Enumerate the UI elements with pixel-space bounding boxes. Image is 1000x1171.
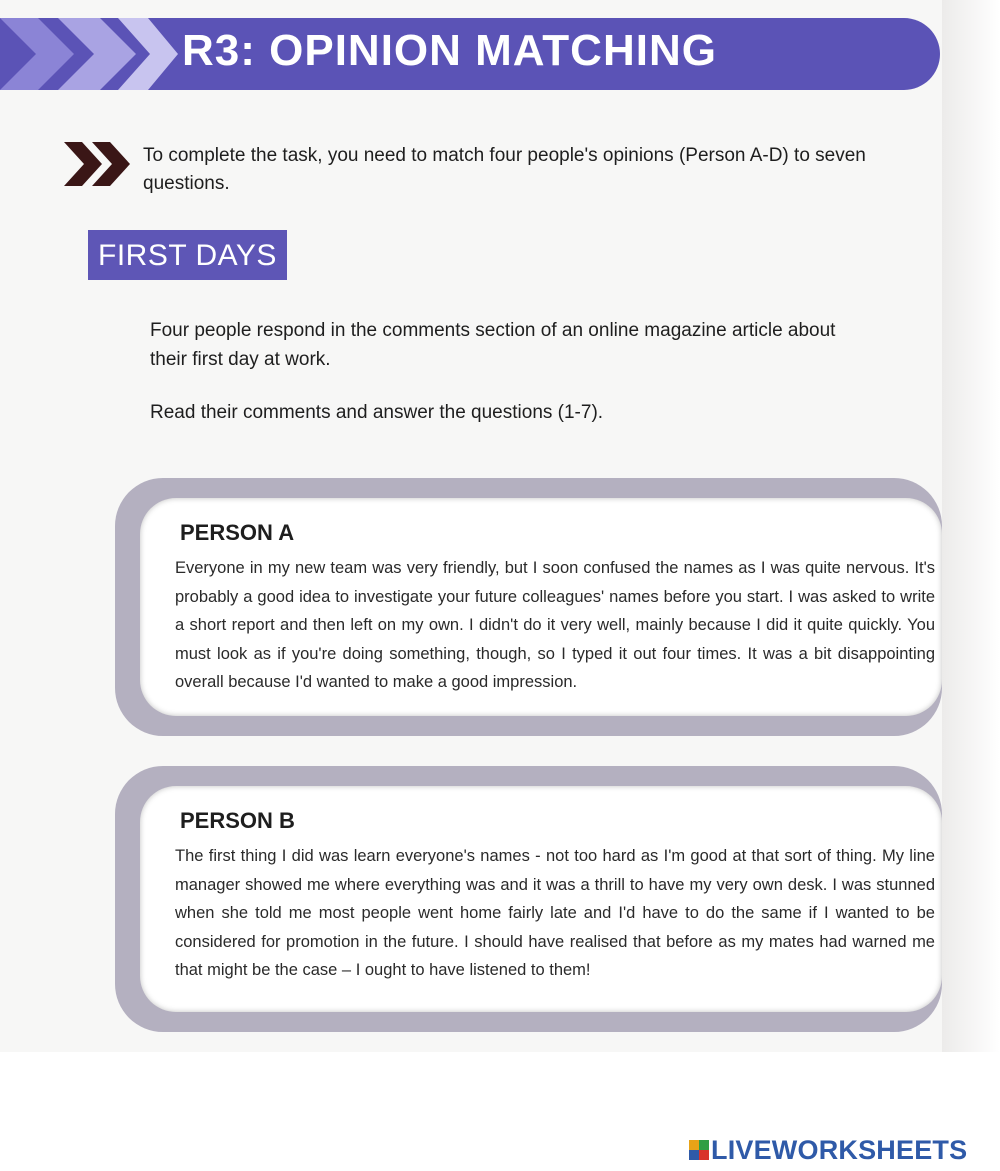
double-chevron-icon	[62, 136, 134, 192]
chevrons-icon	[0, 18, 180, 90]
person-a-card-body	[140, 498, 942, 716]
intro-instruction: Read their comments and answer the questions (1-7).	[150, 402, 604, 423]
person-b-card-body	[140, 786, 942, 1012]
logo-text: LIVEWORKSHEETS	[711, 1134, 968, 1165]
person-a-title: PERSON A	[180, 520, 295, 545]
liveworksheets-logo	[689, 1134, 967, 1166]
person-b-card	[115, 766, 942, 1032]
page-title: R3: OPINION MATCHING	[182, 26, 717, 75]
person-b-title: PERSON B	[180, 808, 295, 833]
task-instruction: To complete the task, you need to match four people's opinions (Person A-D) to seven questions.	[143, 145, 866, 194]
person-a-comment: Everyone in my new team was very friendly, but I soon confused the names as I was quite nervous. It's probably a good idea to investigate your future colleagues' names before you start. I was asked to write a short report and then left on my own. I didn't do it very well, mainly because I did it quite quickly. You must look as if you're doing something, though, so I typed it out four times. It was a bit disappointing overall because I'd wanted to make a good impression.	[175, 559, 935, 691]
intro-paragraph: Four people respond in the comments section of an online magazine article about their first day at work.	[150, 320, 836, 370]
page-edge	[942, 0, 1000, 1052]
person-a-card	[115, 478, 942, 736]
section-label: FIRST DAYS	[88, 230, 287, 280]
logo-grid-icon	[689, 1140, 709, 1160]
person-b-comment: The first thing I did was learn everyone's names - not too hard as I'm good at that sort of thing. My line manager showed me where everything was and it was a thrill to have my very own desk. I was stunned when she told me most people went home fairly late and I'd have to do the same if I wanted to be considered for promotion in the future. I should have realised that before as my mates had warned me that might be the case – I ought to have listened to them!	[175, 847, 935, 979]
